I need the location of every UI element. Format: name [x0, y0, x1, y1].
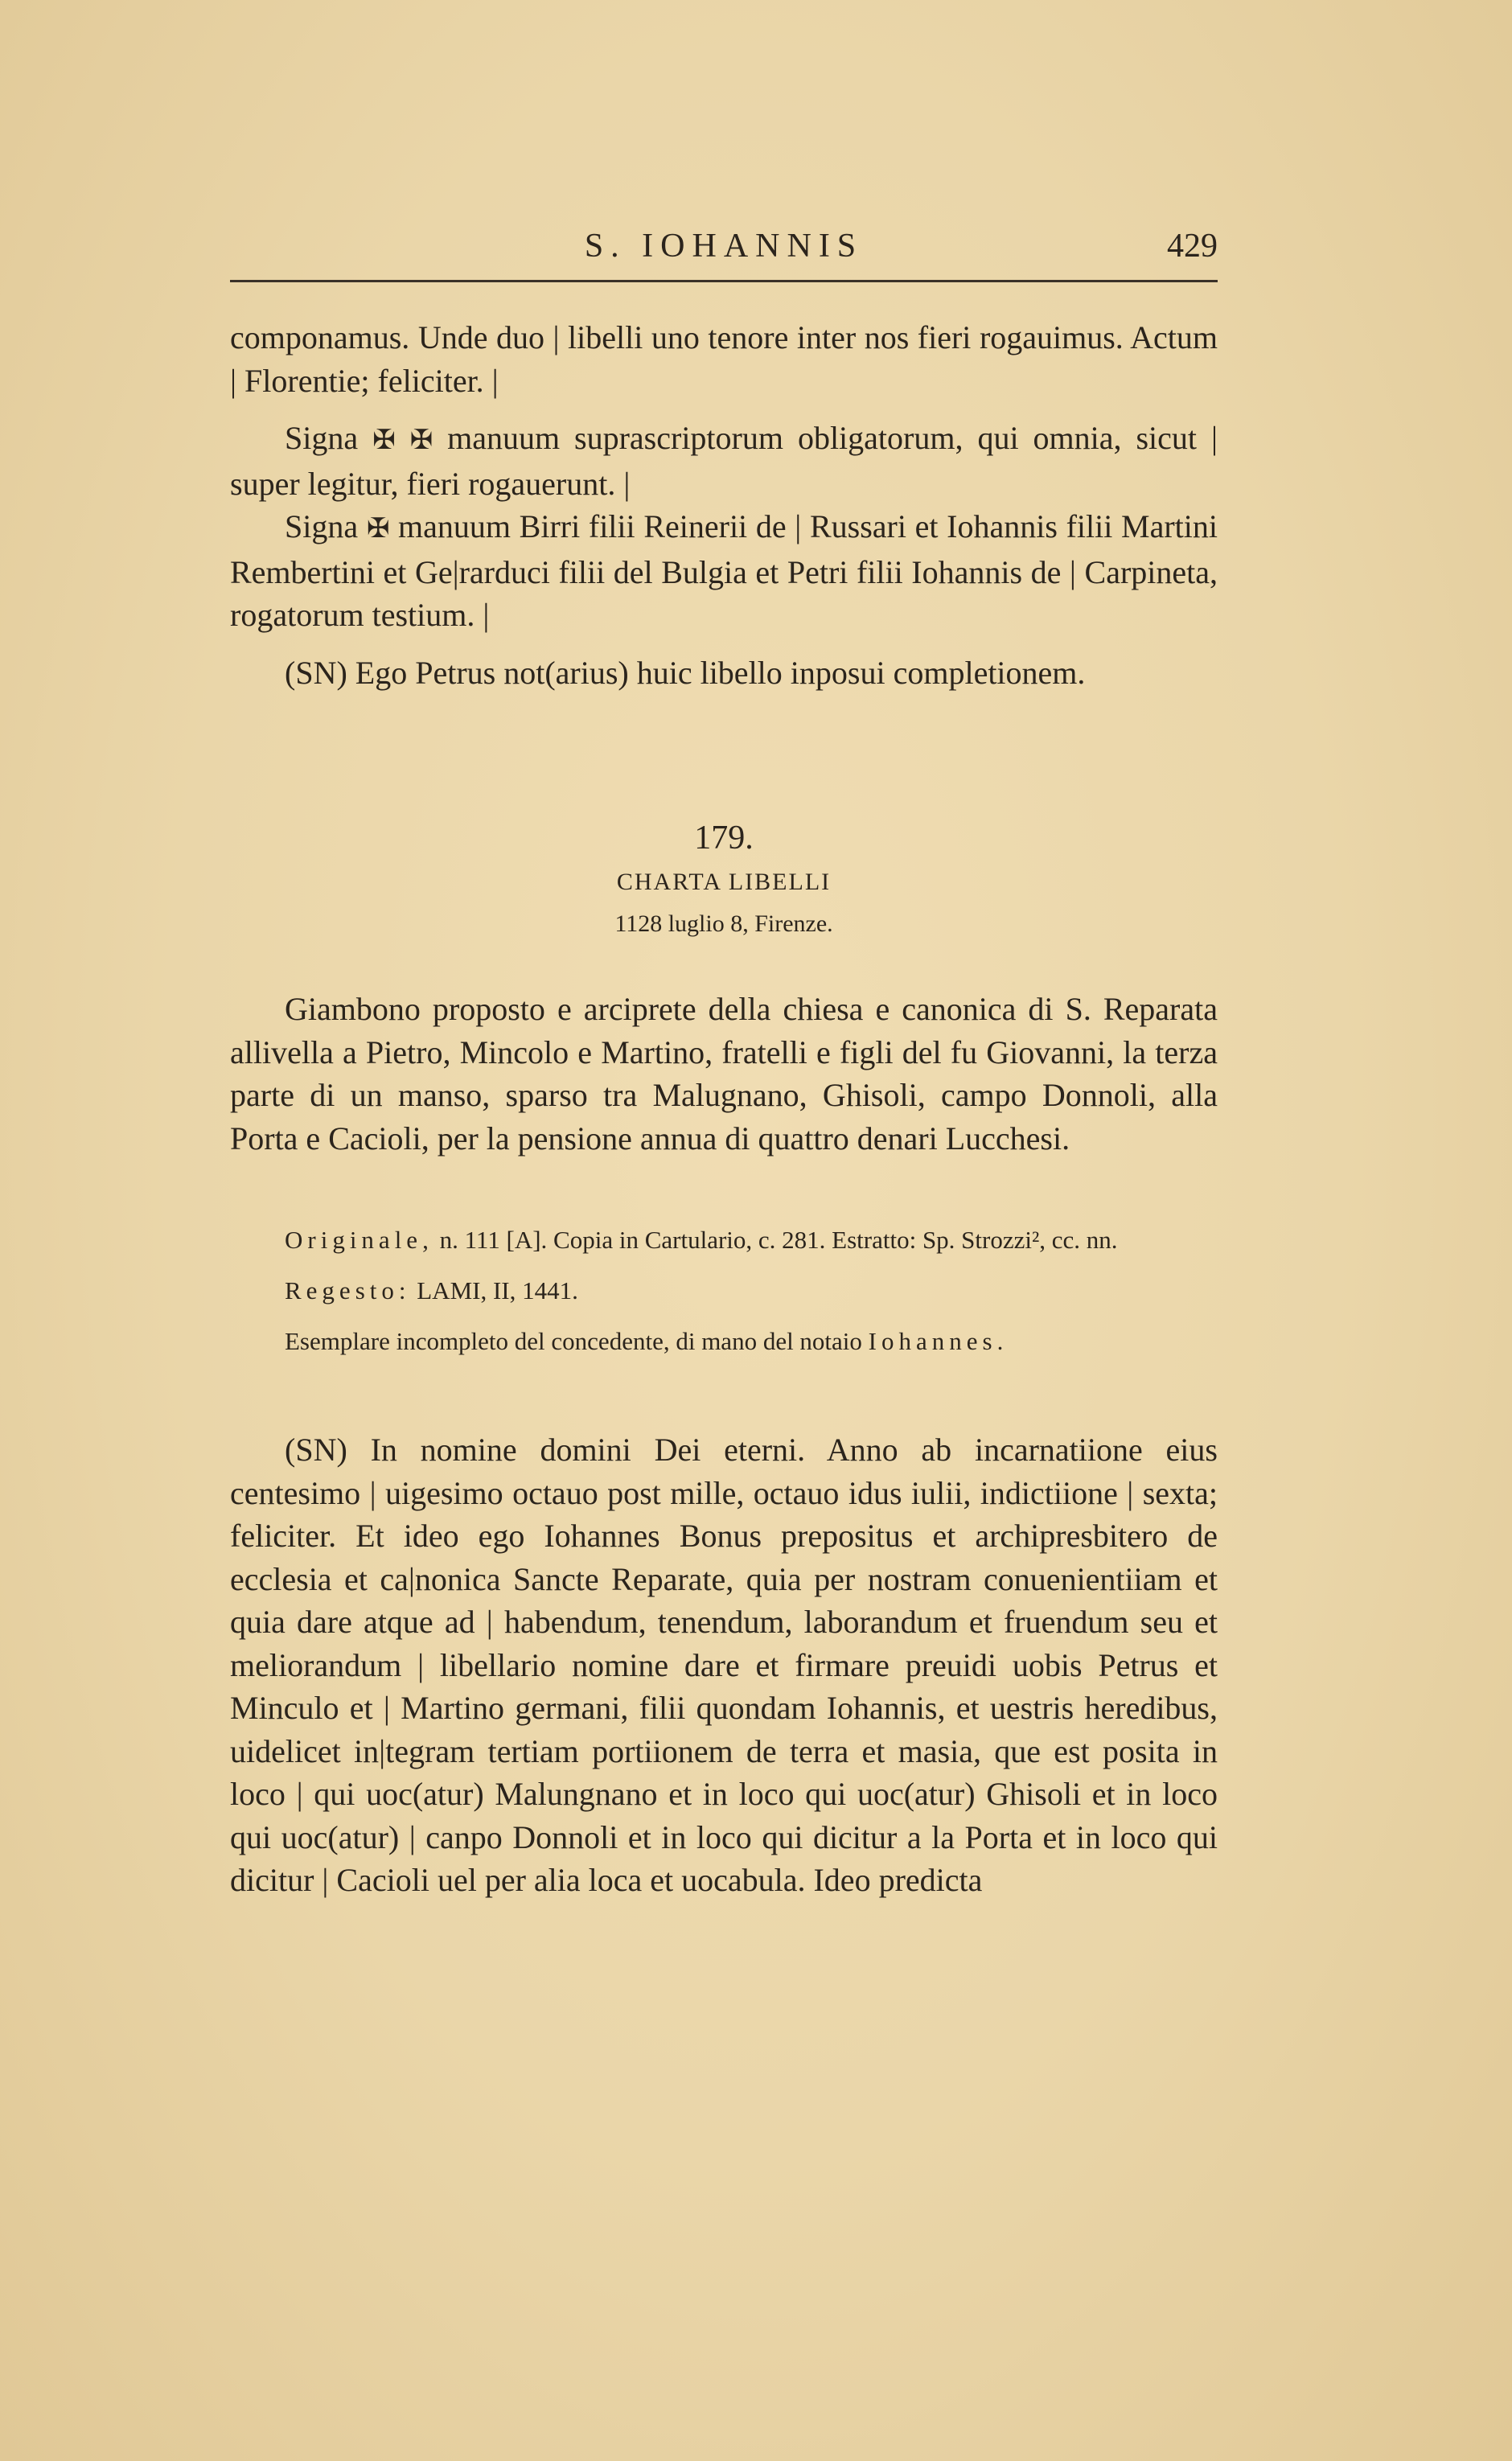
charter-number: 179.: [694, 820, 754, 857]
summary-paragraph: Giambono proposto e arciprete della chiesa e canonica di S. Reparata allivella a Pietro, Mincolo e Martino, fratelli e figli del fu Giovanni, la terza parte di un manso, sparso tra Malugnano, Ghisoli, campo Donnoli, alla Porta e Cacioli, per la pensione annua di quattro denari Lucchesi.: [230, 991, 1218, 1157]
note-regesto: Regesto: LAMI, II, 1441.: [285, 1276, 578, 1304]
signum-cross-icon: ✠: [366, 512, 390, 544]
charter-summary: [230, 988, 1218, 1160]
page-header: [230, 227, 1218, 273]
paragraph: (SN) Ego Petrus not(arius) huic libello inposui completionem.: [285, 654, 1086, 691]
running-title: S. IOHANNIS: [584, 228, 864, 265]
note-originale: Originale, n. 111 [A]. Copia in Cartulario, c. 281. Estratto: Sp. Strozzi², cc. nn.: [285, 1226, 1118, 1254]
signum-cross-icon: ✠: [372, 424, 396, 456]
header-rule: [230, 280, 1218, 282]
page-number: 429: [1167, 228, 1218, 265]
main-paragraph: (SN) In nomine domini Dei eterni. Anno ab incarnatiione eius centesimo | uigesimo octauo post mille, octauo idus iulii, indictiione | sexta; feliciter. Et ideo ego Iohannes Bonus prepositus et archipresbitero de ecclesia et ca|nonica Sancte Reparate, quia per nostram conuenientiiam et quia dare atque ad | habendum, tenendum, laborandum et fruendum seu et meliorandum | libellario nomine dare et firmare preuidi uobis Petrus et Minculo et | Martino germani, filii quondam Iohannis, et uestris heredibus, uidelicet in|tegram tertiam portiionem de terra et masia, que est posita in loco | qui uoc(atur) Malungnano et in loco qui uoc(atur) Ghisoli et in loco qui uoc(atur) | canpo Donnoli et in loco qui dicitur a la Porta et in loco qui dicitur | Cacioli uel per alia loca et uocabula. Ideo predicta: [230, 1432, 1218, 1898]
paragraph: componamus. Unde duo | libelli uno tenore inter nos fieri rogauimus. Actum | Florentie; feliciter. |: [230, 319, 1218, 399]
previous-charter-continuation: [230, 316, 1218, 694]
charter-heading: [230, 819, 1218, 938]
charter-date: 1128 luglio 8, Firenze.: [614, 910, 833, 937]
note-esemplare: Esemplare incompleto del concedente, di mano del notaio Iohannes.: [285, 1327, 1009, 1355]
signum-cross-icon: ✠: [409, 424, 433, 456]
charter-title: CHARTA LIBELLI: [616, 869, 832, 895]
charter-text: [230, 1428, 1218, 1902]
paragraph: Signa ✠ ✠ manuum suprascriptorum obligatorum, qui omnia, sicut | super legitur, fieri rogauerunt. |: [230, 420, 1218, 502]
apparatus: [230, 1222, 1218, 1358]
paragraph: Signa ✠ manuum Birri filii Reinerii de | Russari et Iohannis filii Martini Rembertini et Ge|rarduci filii del Bulgia et Petri filii Iohannis de | Carpineta, rogatorum testium. |: [230, 508, 1218, 633]
